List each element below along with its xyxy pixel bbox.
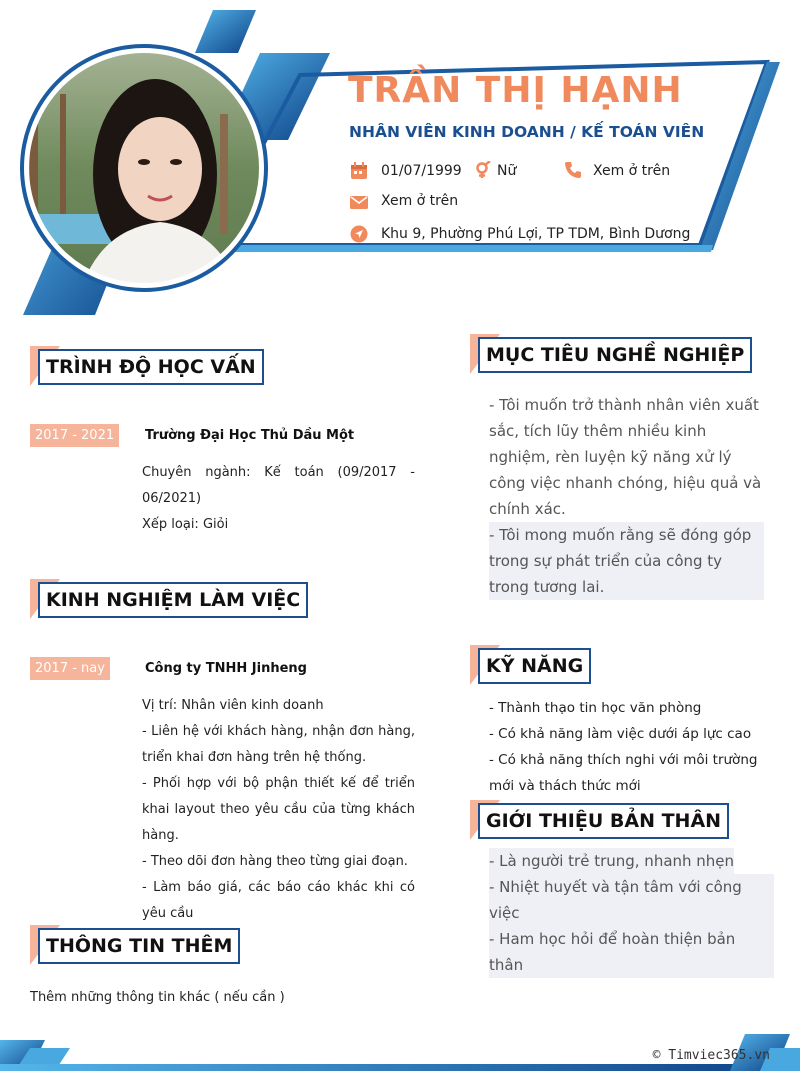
education-major: Chuyên ngành: Kế toán (09/2017 - 06/2021) (142, 465, 415, 506)
avatar (20, 44, 268, 292)
section-intro-title: GIỚI THIỆU BẢN THÂN (478, 803, 729, 839)
section-objective-title: MỤC TIÊU NGHỀ NGHIỆP (478, 337, 752, 373)
gender: Nữ (497, 163, 517, 179)
section-skills-title: KỸ NĂNG (478, 648, 591, 684)
extra-info: Thêm những thông tin khác ( nếu cần ) (30, 990, 285, 1005)
phone[interactable]: Xem ở trên (593, 163, 671, 179)
experience-line: Vị trí: Nhân viên kinh doanh (142, 698, 324, 713)
experience-line: - Phối hợp với bộ phận thiết kế để triển khai layout theo yêu cầu của từng khách hàng. (142, 776, 415, 843)
education-grade: Xếp loại: Giỏi (142, 517, 229, 532)
watermark-brand: © Timviec365.vn (652, 1048, 770, 1063)
email[interactable]: Xem ở trên (381, 193, 459, 209)
intro-item: - Là người trẻ trung, nhanh nhẹn (489, 848, 734, 874)
section-experience-title: KINH NGHIỆM LÀM VIỆC (38, 582, 308, 618)
intro-item: - Ham học hỏi để hoàn thiện bản thân (489, 926, 774, 978)
experience-period: 2017 - nay (30, 657, 110, 680)
candidate-name: TRẦN THỊ HẠNH (348, 70, 683, 111)
experience-details (142, 693, 415, 927)
skill-item: - Thành thạo tin học văn phòng (489, 700, 702, 716)
intro-list (489, 848, 774, 978)
skill-item: - Có khả năng thích nghi với môi trường mới và thách thức mới (489, 752, 758, 794)
objective-paragraph: - Tôi muốn trở thành nhân viên xuất sắc, tích lũy thêm nhiều kinh nghiệm, rèn luyện kỹ năng xử lý công việc nhanh chóng, hiệu quả và chính xác. (489, 396, 762, 518)
experience-line: - Liên hệ với khách hàng, nhận đơn hàng, triển khai đơn hàng trên hệ thống. (142, 724, 415, 765)
intro-item: - Nhiệt huyết và tận tâm với công việc (489, 874, 774, 926)
email-icon (350, 193, 368, 211)
job-title: NHÂN VIÊN KINH DOANH / KẾ TOÁN VIÊN (349, 123, 705, 141)
experience-line: - Theo dõi đơn hàng theo từng giai đoạn. (142, 854, 408, 869)
company-name: Công ty TNHH Jinheng (145, 661, 307, 676)
birthday: 01/07/1999 (381, 163, 462, 179)
objective-text (489, 392, 764, 600)
location-icon (350, 225, 368, 243)
calendar-icon (350, 162, 368, 180)
education-details (142, 460, 415, 538)
school-name: Trường Đại Học Thủ Dầu Một (145, 428, 355, 443)
experience-line: - Làm báo giá, các báo cáo khác khi có yêu cầu (142, 880, 415, 921)
skill-item: - Có khả năng làm việc dưới áp lực cao (489, 726, 752, 742)
address: Khu 9, Phường Phú Lợi, TP TDM, Bình Dương (381, 226, 691, 242)
section-extra-title: THÔNG TIN THÊM (38, 928, 240, 964)
education-period: 2017 - 2021 (30, 424, 119, 447)
section-education-title: TRÌNH ĐỘ HỌC VẤN (38, 349, 264, 385)
objective-paragraph: - Tôi mong muốn rằng sẽ đóng góp trong sự phát triển của công ty trong tương lai. (489, 522, 764, 600)
phone-icon (564, 161, 582, 179)
gender-icon (474, 161, 492, 179)
skills-list (489, 695, 774, 799)
